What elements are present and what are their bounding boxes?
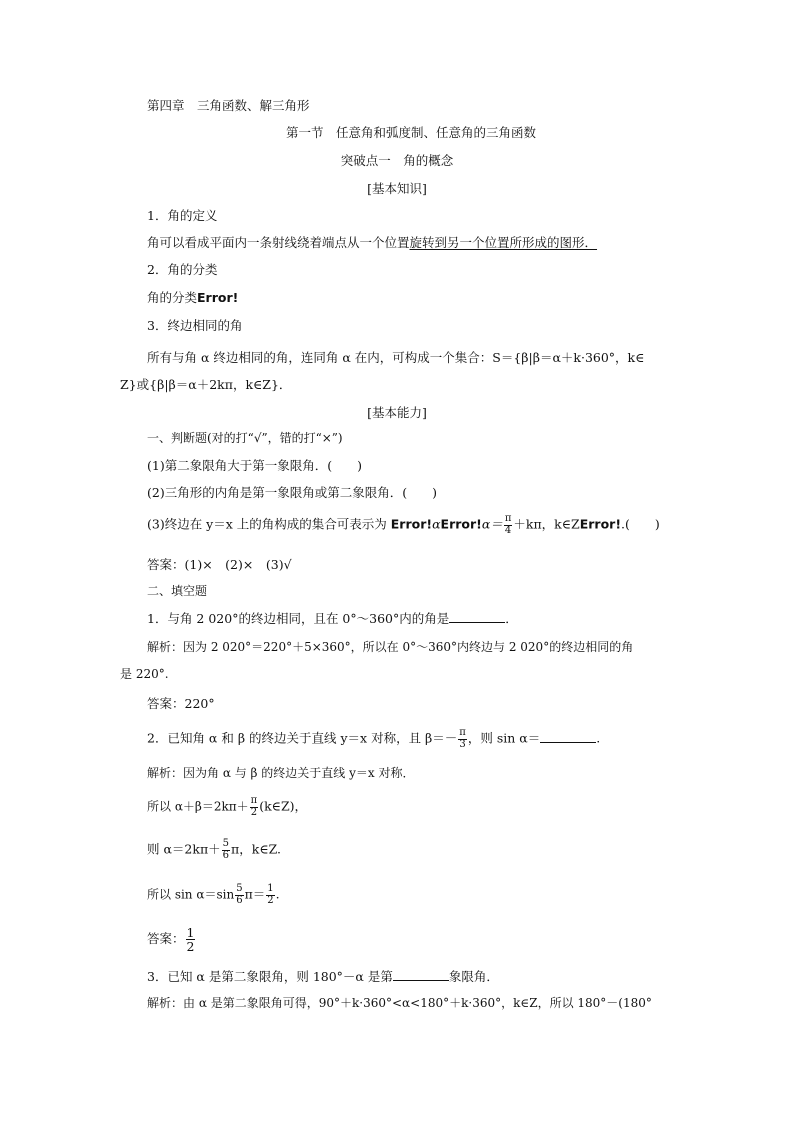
breakpoint-title: 突破点一 角的概念 — [340, 153, 454, 168]
knowledge-1-text-underlined: 旋转到另一个位置所形成的图形． — [409, 235, 598, 250]
fill-p2-analysis-3-post: π，k∈Z. — [231, 841, 282, 857]
fraction-denominator: 6 — [222, 849, 230, 861]
chapter-title: 第四章 三角函数、解三角形 — [147, 98, 310, 113]
knowledge-3-line2: Z}或{β|β＝α＋2kπ，k∈Z}． — [120, 377, 292, 392]
answer-blank[interactable] — [540, 731, 596, 743]
answer-blank[interactable] — [449, 611, 505, 623]
fill-p2-question-mid: ，则 sin α＝ — [467, 730, 541, 746]
judge-question-3 — [147, 514, 660, 536]
fraction-denominator: 2 — [186, 939, 195, 955]
knowledge-2-text-plain: 角的分类 — [147, 290, 198, 305]
fraction-denominator: 6 — [236, 894, 243, 906]
fill-problem-1 — [147, 611, 518, 626]
knowledge-1-text — [147, 235, 597, 250]
fill-p2-answer — [147, 926, 196, 953]
fill-p2-answer-label: 答案： — [147, 931, 185, 947]
fill-p1-analysis-line2: 是 220°. — [120, 667, 169, 681]
fraction-denominator: 3 — [459, 738, 466, 750]
fill-p2-analysis-2-post: (k∈Z)， — [259, 798, 308, 814]
fill-p2-analysis-4-mid: π＝ — [244, 886, 266, 902]
fill-heading: 二、填空题 — [147, 584, 208, 598]
fill-p1-answer: 答案：220° — [147, 696, 215, 711]
knowledge-2-heading: 2．角的分类 — [147, 262, 218, 277]
fraction-1-over-2 — [186, 926, 196, 953]
fill-p2-question-end: . — [596, 730, 601, 746]
knowledge-3-line1: 所有与角 α 终边相同的角，连同角 α 在内，可构成一个集合：S＝{β|β＝α＋k·360°，k∈ — [147, 350, 645, 365]
judge-q3-mid: ＋kπ，k∈Z — [513, 516, 580, 532]
judge-heading: 一、判断题(对的打“√”，错的打“×”) — [147, 431, 343, 445]
fill-p2-analysis-line4 — [147, 884, 280, 906]
fill-p2-analysis-3-pre: 则 α＝2kπ＋ — [147, 841, 221, 857]
fill-p2-analysis-line2 — [147, 796, 307, 818]
knowledge-3-heading: 3．终边相同的角 — [147, 318, 243, 333]
fill-p3-question-end: 象限角． — [448, 969, 499, 984]
fraction-numerator: 1 — [267, 883, 274, 894]
fill-p2-analysis-line1: 解析：因为角 α 与 β 的终边关于直线 y＝x 对称． — [147, 766, 415, 780]
fraction-1-over-2 — [266, 884, 274, 906]
basic-ability-label: [基本能力] — [367, 405, 427, 420]
judge-q3-alpha-eq: α＝ — [481, 516, 503, 532]
error-token: Error! — [197, 290, 239, 305]
section-title: 第一节 任意角和弧度制、任意角的三角函数 — [285, 125, 536, 140]
error-token: Error! — [440, 516, 482, 532]
fraction-denominator: 2 — [250, 806, 258, 818]
fraction-numerator: 1 — [186, 925, 195, 940]
knowledge-1-text-plain: 角可以看成平面内一条射线绕着端点从一个位置 — [147, 235, 410, 250]
fill-p1-end: ． — [505, 611, 518, 626]
fraction-numerator: π — [459, 727, 466, 738]
fraction-numerator: 5 — [222, 838, 230, 849]
knowledge-1-heading: 1．角的定义 — [147, 208, 218, 223]
error-token: Error! — [579, 516, 622, 532]
fraction-pi-over-3 — [458, 728, 467, 750]
knowledge-2-text — [147, 290, 238, 305]
fraction-denominator: 4 — [504, 524, 512, 536]
fraction-numerator: 5 — [236, 883, 243, 894]
judge-question-2: (2)三角形的内角是第一象限角或第二象限角．( ) — [147, 485, 437, 500]
fill-p3-question-pre: 3．已知 α 是第二象限角，则 180°－α 是第 — [147, 969, 393, 984]
fill-p2-analysis-2-pre: 所以 α＋β＝2kπ＋ — [147, 799, 249, 814]
answer-blank[interactable] — [393, 969, 449, 981]
fraction-numerator: π — [504, 513, 512, 524]
fill-p2-analysis-line3 — [147, 839, 281, 861]
judge-q3-alpha: α — [432, 516, 441, 532]
fraction-pi-over-4 — [504, 514, 513, 536]
fraction-numerator: π — [250, 795, 258, 806]
fraction-5-over-6 — [222, 839, 230, 861]
judge-q3-paren: .( ) — [621, 516, 660, 532]
fill-p1-question: 1．与角 2 020°的终边相同，且在 0°～360°内的角是 — [147, 611, 450, 626]
fraction-pi-over-2 — [250, 796, 259, 818]
fill-p2-analysis-4-end: . — [275, 886, 280, 902]
fill-p2-question-pre: 2．已知角 α 和 β 的终边关于直线 y＝x 对称，且 β＝－ — [147, 730, 458, 746]
fill-problem-3 — [147, 969, 499, 984]
basic-knowledge-label: [基本知识] — [367, 181, 427, 196]
fill-p3-analysis-line1: 解析：由 α 是第二象限角可得，90°＋k·360°<α<180°＋k·360°，k∈Z，所以 180°－(180° — [147, 996, 652, 1010]
fill-problem-2 — [147, 728, 600, 750]
fraction-5-over-6 — [235, 884, 243, 906]
judge-answer: 答案：(1)× (2)× (3)√ — [147, 557, 292, 572]
fill-p2-analysis-4-pre: 所以 sin α＝sin — [147, 887, 235, 902]
judge-q3-text: (3)终边在 y＝x 上的角构成的集合可表示为 — [147, 516, 387, 532]
fraction-denominator: 2 — [267, 894, 274, 906]
judge-question-1: (1)第二象限角大于第一象限角．( ) — [147, 458, 362, 473]
fill-p1-analysis-line1: 解析：因为 2 020°＝220°＋5×360°，所以在 0°～360°内终边与 2 020°的终边相同的角 — [147, 640, 634, 654]
error-token: Error! — [390, 516, 433, 532]
